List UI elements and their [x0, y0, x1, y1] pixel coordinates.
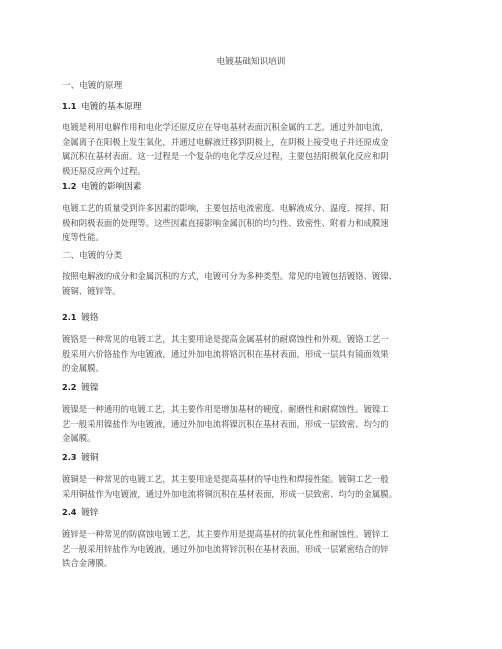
paragraph-line: 艺一般采用镍盐作为电镀液，通过外加电流将镍沉积在基材表面，形成一层致密、均匀的	[62, 418, 389, 429]
paragraph-line: 镀锌是一种常见的防腐蚀电镀工艺，其主要作用是提高基材的抗氧化性和耐蚀性。镀锌工	[62, 529, 389, 539]
paragraph-chrome-plating	[62, 332, 442, 376]
subsection-number: 2.2	[62, 382, 77, 392]
paragraph-zinc-plating	[62, 527, 442, 571]
paragraph-line: 镀铜、镀锌等。	[62, 285, 121, 296]
paragraph-line: 度等性能。	[62, 232, 104, 242]
paragraph-line: 极和阴极表面的处理等。这些因素直接影响金属沉积的均匀性、致密性、附着力和成膜速	[62, 217, 389, 228]
subsection-number: 2.1	[62, 312, 77, 322]
paragraph-line: 电镀工艺的质量受到许多因素的影响，主要包括电流密度、电解液成分、温度、搅拌、阳	[62, 203, 389, 213]
paragraph-line: 镀镍是一种通用的电镀工艺，其主要作用是增加基材的硬度、耐磨性和耐腐蚀性。镀镍工	[62, 404, 389, 414]
subsection-title: 电镀的影响因素	[81, 182, 142, 192]
subsection-title: 电镀的基本原理	[81, 102, 142, 112]
document-title: 电镀基础知识培训	[216, 57, 286, 67]
paragraph-influencing-factors	[62, 201, 442, 245]
subsection-title: 镀铬	[81, 313, 99, 323]
subsection-title: 镀锌	[81, 508, 99, 518]
paragraph-line: 电镀是利用电解作用和电化学还原反应在导电基材表面沉积金属的工艺。通过外加电流，	[62, 122, 389, 132]
paragraph-classification-intro	[62, 269, 442, 298]
paragraph-basic-principle	[62, 120, 442, 178]
paragraph-line: 按照电解液的成分和金属沉积的方式，电镀可分为多种类型。常见的电镀包括镀铬、镀镍、	[62, 271, 397, 281]
subsection-heading-2-3	[62, 451, 98, 464]
subsection-number: 2.3	[62, 452, 77, 462]
subsection-title: 镀镍	[81, 383, 99, 393]
paragraph-line: 艺一般采用锌盐作为电镀液，通过外加电流将锌沉积在基材表面，形成一层紧密结合的锌	[62, 543, 389, 554]
subsection-heading-2-4	[62, 506, 98, 519]
subsection-heading-1-1	[62, 100, 141, 113]
paragraph-line: 般采用六价铬盐作为电镀液，通过外加电流将铬沉积在基材表面，形成一层具有镜面效果	[62, 348, 389, 359]
paragraph-nickel-plating	[62, 402, 442, 446]
paragraph-line: 极还原反应两个过程。	[62, 165, 146, 176]
section-heading-principle: 一、电镀的原理	[62, 81, 123, 91]
subsection-title: 镀铜	[81, 453, 99, 463]
subsection-number: 1.1	[62, 101, 77, 111]
paragraph-line: 属沉积在基材表面。这一过程是一个复杂的电化学反应过程，主要包括阳极氧化反应和阴	[62, 151, 389, 161]
paragraph-line: 的金属膜。	[62, 363, 104, 373]
paragraph-line: 采用铜盐作为电镀液，通过外加电流将铜沉积在基材表面，形成一层致密、均匀的金属膜。	[62, 488, 397, 499]
paragraph-copper-plating	[62, 472, 442, 501]
subsection-number: 2.4	[62, 507, 77, 517]
subsection-number: 1.2	[62, 181, 77, 191]
paragraph-line: 金属离子在阳极上发生氧化，并通过电解液迁移到阴极上，在阴极上接受电子并还原成金	[62, 136, 389, 147]
subsection-heading-1-2	[62, 180, 141, 193]
subsection-heading-2-2	[62, 381, 98, 394]
paragraph-line: 铁合金薄膜。	[62, 558, 113, 568]
paragraph-line: 镀铜是一种常见的电镀工艺，其主要用途是提高基材的导电性和焊接性能。镀铜工艺一般	[62, 474, 389, 484]
subsection-heading-2-1	[62, 311, 98, 324]
paragraph-line: 金属膜。	[62, 433, 96, 443]
section-heading-classification: 二、电镀的分类	[62, 251, 123, 261]
paragraph-line: 镀铬是一种常见的电镀工艺，其主要用途是提高金属基材的耐腐蚀性和外观。镀铬工艺一	[62, 334, 389, 344]
